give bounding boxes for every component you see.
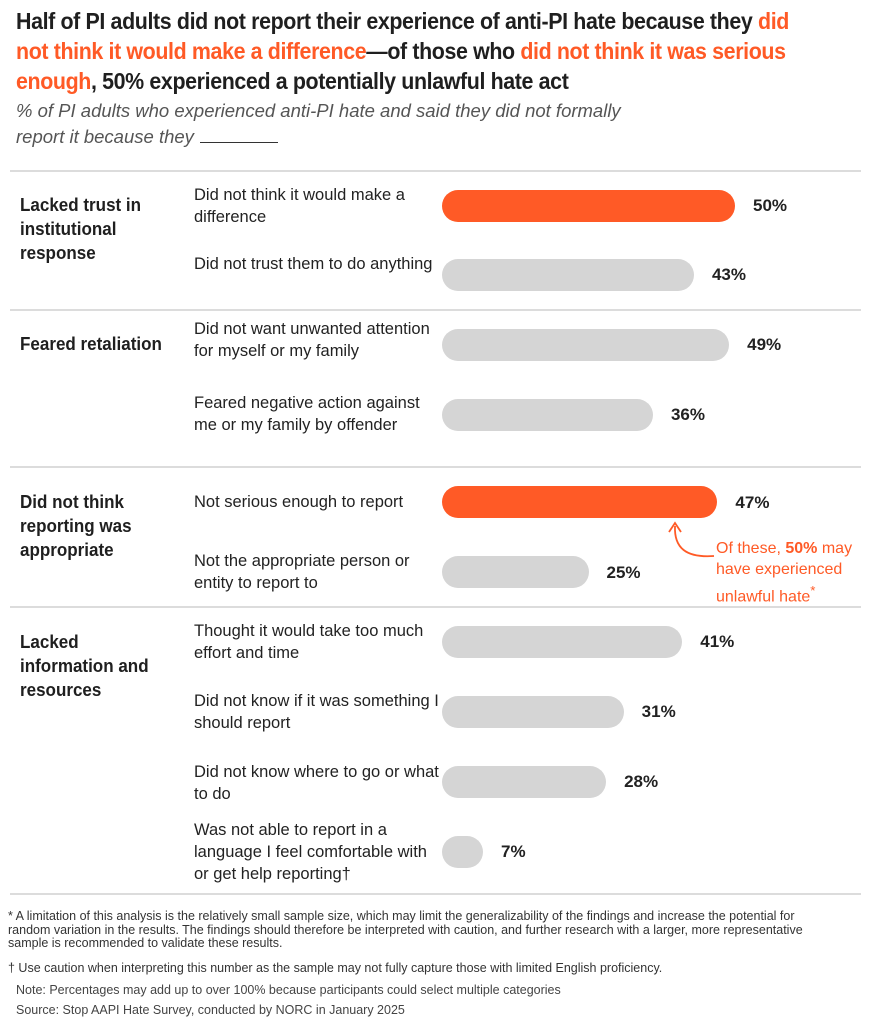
divider-top [10,170,861,172]
bar [442,399,653,431]
subtitle-line2: report it because they [16,126,194,147]
annotation-mark: * [810,583,816,598]
bar [442,190,735,222]
title-part1: Half of PI adults did not report their experience of anti-PI hate because they [16,8,758,34]
title-highlight-2: did not think it was serious enough [16,38,786,94]
bar [442,486,717,518]
bar [442,259,694,291]
note: Note: Percentages may add up to over 100% because participants could select multiple categories [16,983,561,997]
bar-label: Not serious enough to report [194,493,404,511]
bar [442,766,606,798]
value-label: 50% [753,196,788,215]
divider-2 [10,466,861,468]
category-lacked-information: Lacked information and resources [20,631,149,700]
category-lacked-trust: Lacked trust in institutional response [20,194,142,263]
footnote-dagger: † Use caution when interpreting this number as the sample may not fully capture those with limited English proficiency. [8,961,663,975]
bar-label: Feared negative action against me or my family by offender [194,394,420,434]
value-label: 7% [501,842,526,861]
value-label: 36% [670,405,705,424]
category-not-appropriate: Did not think reporting was appropriate [20,491,132,560]
divider-bottom [10,893,861,895]
value-label: 41% [700,632,735,651]
bar-label: Did not trust them to do anything [194,255,433,273]
bar [442,696,624,728]
bar-label: Did not want unwanted attention for myself or my family [194,320,430,360]
bar-label: Did not know if it was something I should report [194,692,439,732]
value-label: 28% [624,772,659,791]
annotation-arrow-icon [666,520,718,570]
bar-label: Did not think it would make a difference [194,186,405,226]
subtitle-line1: % of PI adults who experienced anti-PI hate and said they did not formally [16,100,621,121]
title-part3: , 50% experienced a potentially unlawful hate act [90,68,569,94]
bar [442,556,589,588]
bar [442,329,729,361]
bar [442,626,682,658]
value-label: 31% [641,702,676,721]
annotation-value: 50% [785,540,818,557]
category-feared-retaliation: Feared retaliation [20,333,162,354]
fill-in-blank [200,126,278,143]
bar-label: Did not know where to go or what to do [194,763,439,803]
bar-label: Was not able to report in a language I feel comfortable with or get help reporting† [194,821,427,883]
value-label: 43% [711,265,746,284]
title-part2: —of those who [366,38,521,64]
divider-1 [10,309,861,311]
bar-label: Thought it would take too much effort and time [194,622,424,662]
footnote-asterisk: * A limitation of this analysis is the relatively small sample size, which may limit the generalizability of the findings and increase the potential for random variation in the results. The findings should therefore be interpreted with caution, and further research with a larger, more representative sample is recommended to validate these results. [8,909,803,950]
chart-subtitle [16,98,696,150]
annotation-text [716,538,876,607]
source: Source: Stop AAPI Hate Survey, conducted by NORC in January 2025 [16,1003,405,1017]
value-label: 47% [735,493,770,512]
chart-title [16,6,807,96]
annotation-post: may have experienced unlawful hate [716,540,853,606]
value-label: 25% [606,563,641,582]
bar-label: Not the appropriate person or entity to report to [194,552,410,592]
title-highlight-1: did not think it would make a difference [16,8,789,64]
annotation-pre: Of these, [716,540,786,557]
bar [442,836,483,868]
value-label: 49% [747,335,782,354]
